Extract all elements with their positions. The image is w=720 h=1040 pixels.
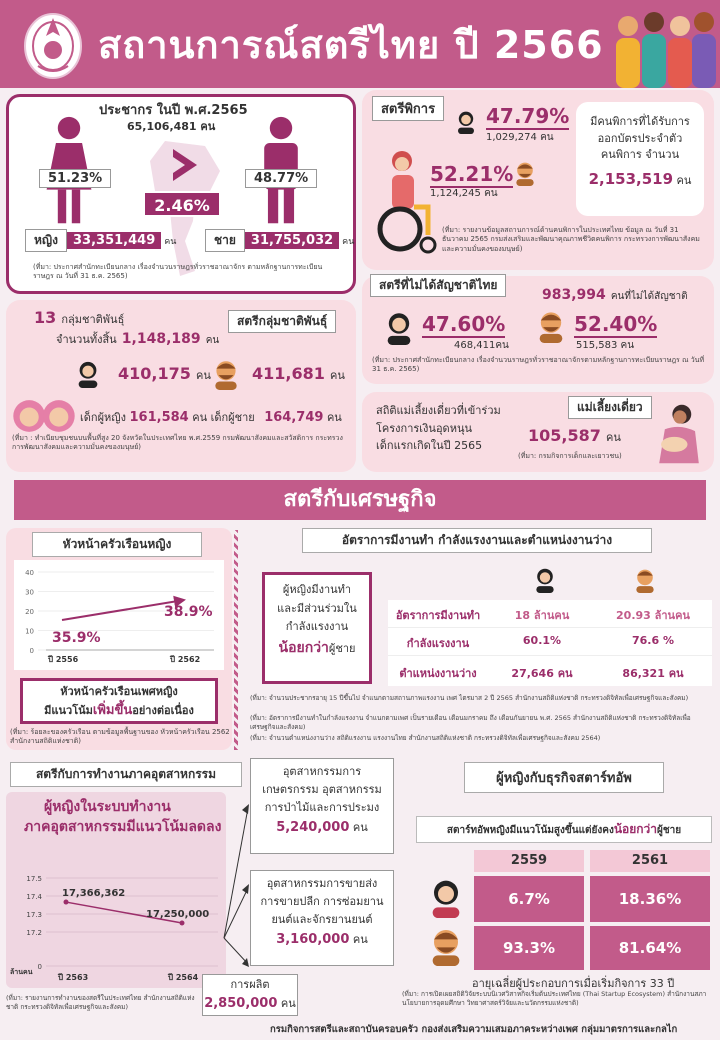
disabled-card-line1: มีคนพิการที่ได้รับการ <box>590 115 690 128</box>
employment-row-label: กำลังแรงงาน <box>406 637 470 650</box>
employment-callout-line1: ผู้หญิงมีงานทำ <box>282 583 352 596</box>
household-y-tick: 10 <box>25 627 34 636</box>
ethnic-female-unit: คน <box>195 369 211 382</box>
man-head-icon <box>512 158 538 188</box>
emblem-logo-icon <box>18 6 88 82</box>
industry-unit-label: ล้านคน <box>10 968 33 976</box>
employment-source-1: (ที่มา: จำนวนประชากรอายุ 15 ปีขึ้นไป จำแนกตามสถานภาพแรงงาน เพศ ไตรมาส 2 ปี 2565 สำนักงานสถิติแห่งชาติ กระทรวงดิจิทัลเพื่อเศรษฐกิจและสังคม) <box>250 694 689 702</box>
household-note-post: อย่างต่อเนื่อง <box>132 703 194 717</box>
employment-row <box>388 600 712 628</box>
disabled-male-count: 1,124,245 คน <box>430 188 498 199</box>
industry-box2-line3: ยนต์และจักรยานยนต์ <box>271 913 373 927</box>
industry-box2-line1: อุตสาหกรรมการขายส่ง <box>266 877 378 890</box>
employment-source-2: (ที่มา: อัตราการมีงานทำในกำลังแรงงาน จำแนกตามเพศ เป็นรายเดือน เดือนมกราคม ถึง เดือนกันยายน พ.ศ. 2565 สำนักงานสถิติแห่งชาติ กระทรวงดิจิทัลเพื่อเศรษฐกิจและสังคม) <box>250 714 691 731</box>
economy-section-band <box>14 480 706 520</box>
industry-y-tick: 17.2 <box>26 929 42 937</box>
startup-subtitle-post: ผู้ชาย <box>657 825 682 836</box>
industry-box1-unit: คน <box>352 821 368 835</box>
single-mother-count-row <box>528 426 621 446</box>
ethnic-male-unit: คน <box>329 369 345 382</box>
female-count: 33,351,449 <box>67 232 161 249</box>
industry-data-point <box>64 900 69 905</box>
startup-female-2559: 6.7% <box>474 876 584 922</box>
industry-chart-title-line1: ผู้หญิงในระบบทำงาน <box>44 799 171 815</box>
household-note-em: เพิ่มขึ้น <box>92 702 133 718</box>
ethnic-total-row <box>56 328 219 348</box>
population-title: ประชากร ในปี พ.ศ.2565 <box>99 103 248 118</box>
industry-box1-line1: อุตสาหกรรมการ <box>282 765 362 778</box>
children-faces-icon <box>12 398 76 434</box>
disabled-card-total: 2,153,519 <box>588 169 674 188</box>
ethnic-girls-label: เด็กผู้หญิง <box>80 411 127 424</box>
household-y-tick: 0 <box>29 647 34 655</box>
employment-row <box>388 628 712 656</box>
section-divider <box>234 530 238 750</box>
employment-panel <box>242 524 716 750</box>
footer-text: กรมกิจการสตรีและสถาบันครอบครัว กองส่งเสริมความเสมอภาคระหว่างเพศ กลุ่มมาตรการและกลไก <box>270 1024 678 1035</box>
man-head-icon <box>534 306 568 346</box>
industry-source: (ที่มา: รายงานการทำงานของสตรีในประเทศไทย สำนักงานสถิติแห่งชาติ กระทรวงดิจิทัลเพื่อเศรษฐกิจและสังคม) <box>6 994 195 1011</box>
industry-y-tick: 0 <box>37 963 42 971</box>
employment-row-male: 86,321 คน <box>622 667 684 680</box>
employment-row-female: 18 ล้านคน <box>514 609 570 622</box>
stateless-male-count: 515,583 คน <box>576 340 635 351</box>
single-mother-unit: คน <box>605 431 621 444</box>
single-mother-title: แม่เลี้ยงเดี่ยว <box>568 396 652 419</box>
ethnic-total: 1,148,189 <box>121 331 201 347</box>
household-category-label: ปี 2556 <box>48 655 79 664</box>
ethnic-female-row <box>118 364 211 384</box>
stateless-title: สตรีที่ไม่ได้สัญชาติไทย <box>370 274 506 297</box>
startup-female-2561: 18.36% <box>590 876 710 922</box>
startup-year-header: 2561 <box>590 850 710 872</box>
industry-chart-title <box>24 798 221 837</box>
ethnic-groups-row <box>34 308 124 328</box>
industry-box1-value: 5,240,000 <box>276 820 350 836</box>
industry-value-label: 17,250,000 <box>146 909 210 920</box>
startup-title: ผู้หญิงกับธุรกิจสตาร์ทอัพ <box>464 762 664 793</box>
male-count: 31,755,032 <box>245 232 339 249</box>
employment-callout-post: ผู้ชาย <box>328 642 356 656</box>
male-count-unit: คน <box>342 236 355 247</box>
single-mother-line2: โครงการเงินอุดหนุน <box>376 421 472 435</box>
ethnic-panel <box>6 300 356 472</box>
ethnic-source: (ที่มา : ทำเนียบชุมชนบนพื้นที่สูง 20 จังหวัดในประเทศไทย พ.ศ.2559 กรมพัฒนาสังคมและสวัสดิการ กระทรวงการพัฒนาสังคมและความมั่นคงของมนุษย์) <box>12 434 343 452</box>
industry-y-tick: 17.5 <box>26 875 42 883</box>
household-value-label: 38.9% <box>164 604 213 620</box>
women-crowd-icon <box>608 4 718 88</box>
stateless-source: (ที่มา: ประกาศสำนักทะเบียนกลาง เรื่องจำนวนราษฎรทั่วราชอาณาจักรตามหลักฐานการทะเบียนราษฎร ณ วันที่ 31 ธ.ค. 2565) <box>372 356 705 374</box>
industry-value-label: 17,366,362 <box>62 888 126 900</box>
disabled-panel <box>362 90 714 270</box>
ethnic-girls: 161,584 <box>129 410 189 425</box>
disabled-card-unit: คน <box>676 173 692 187</box>
household-y-tick: 30 <box>25 588 34 597</box>
employment-row-female: 27,646 คน <box>511 667 573 680</box>
household-y-tick: 40 <box>25 569 34 577</box>
industry-category-label: ปี 2564 <box>168 973 199 982</box>
ethnic-groups: 13 <box>34 308 57 327</box>
employment-row-label: อัตราการมีงานทำ <box>395 609 481 622</box>
stateless-total-label: คนที่ไม่ได้สัญชาติ <box>610 291 688 302</box>
employment-row <box>388 656 712 686</box>
ethnic-groups-label: กลุ่มชาติพันธุ์ <box>61 313 125 326</box>
stateless-female-percent: 47.60% <box>422 312 506 336</box>
woman-head-icon <box>454 108 478 136</box>
ethnic-boys-unit: คน <box>326 411 342 424</box>
ethnic-male: 411,681 <box>252 364 325 383</box>
ethnic-female: 410,175 <box>118 364 191 383</box>
population-panel <box>6 94 356 294</box>
female-percent: 51.23% <box>39 169 111 188</box>
stateless-male-percent: 52.40% <box>574 312 658 336</box>
growth-badge: 2.46% <box>143 191 221 217</box>
industry-panel <box>6 758 406 1020</box>
employment-title: อัตราการมีงานทำ กำลังแรงงานและตำแหน่งงานว่าง <box>302 528 652 553</box>
employment-source-3: (ที่มา: จำนวนตำแหน่งงานว่าง สถิติแรงงาน แรงงานไทย สำนักงานสถิติแห่งชาติ กระทรวงดิจิทัลเพื่อเศรษฐกิจและสังคม 2564) <box>250 734 601 742</box>
female-count-row <box>25 229 176 252</box>
male-percent: 48.77% <box>245 169 317 188</box>
ethnic-boys: 164,749 <box>264 410 324 425</box>
stateless-total: 983,994 <box>542 287 606 303</box>
ethnic-title: สตรีกลุ่มชาติพันธุ์ <box>228 310 336 333</box>
household-note-pre: มีแนวโน้ม <box>44 703 93 717</box>
single-mother-panel <box>362 392 714 472</box>
header-banner <box>0 0 720 88</box>
industry-box1-line2: เกษตรกรรม อุตสาหกรรม <box>262 783 382 797</box>
population-total: 65,106,481 คน <box>127 120 216 133</box>
household-source: (ที่มา: ร้อยละของครัวเรือน ตามข้อมูลพื้นฐานของ หัวหน้าครัวเรือน 2562 สำนักงานสถิติแห่งชาติ) <box>10 728 230 746</box>
employment-callout <box>262 572 372 684</box>
employment-callout-em: น้อยกว่า <box>278 640 329 657</box>
single-mother-source: (ที่มา: กรมกิจการเด็กและเยาวชน) <box>518 452 622 460</box>
connector-arrows <box>222 788 252 968</box>
male-count-row <box>205 229 354 252</box>
household-note <box>20 678 218 724</box>
startup-source: (ที่มา: การเปิดเผยสถิติวิจัยระบบนิเวศวิสาหกิจเริ่มต้นประเทศไทย (Thai Startup Ecosystem) สำนักงานสภานโยบายการอุดมศึกษา วิทยาศาสตร์วิจัยและนวัตกรรมแห่งชาติ) <box>402 990 707 1007</box>
female-count-unit: คน <box>164 236 177 247</box>
industry-box1-line3: การป่าไม้และการประมง <box>264 801 380 815</box>
employment-callout-line3: กำลังแรงงาน <box>285 620 349 634</box>
industry-box-wholesale <box>250 870 394 966</box>
startup-panel <box>402 758 716 1008</box>
startup-male-2559: 93.3% <box>474 926 584 970</box>
woman-head-icon <box>426 876 466 920</box>
disabled-title: สตรีพิการ <box>372 96 444 121</box>
economy-section-title: สตรีกับเศรษฐกิจ <box>283 487 437 512</box>
industry-chart-area <box>6 792 226 988</box>
woman-head-icon <box>532 564 558 596</box>
startup-avg-age: อายุเฉลี่ยผู้ประกอบการเมื่อเริ่มกิจการ 33 ปี <box>472 977 675 990</box>
startup-male-2561: 81.64% <box>590 926 710 970</box>
employment-row-male: 76.6 % <box>632 634 674 647</box>
woman-head-icon <box>382 308 416 348</box>
employment-row-male: 20.93 ล้านคน <box>616 609 690 622</box>
industry-chart-title-line2: ภาคอุตสาหกรรมมีแนวโน้มลดลง <box>24 818 222 835</box>
industry-box3-value: 2,850,000 <box>204 995 278 1011</box>
population-source: (ที่มา: ประกาศสำนักทะเบียนกลาง เรื่องจำนวนราษฎรทั่วราชอาณาจักร ตามหลักฐานการทะเบียนราษฎร ณ วันที่ 31 ธ.ค. 2565) <box>33 263 323 281</box>
single-mother-count: 105,587 <box>528 426 601 445</box>
ethnic-children-row <box>80 408 342 426</box>
disabled-card-line2: ออกบัตรประจำตัว <box>597 131 683 145</box>
mother-baby-icon <box>646 400 712 468</box>
industry-category-label: ปี 2563 <box>58 973 89 982</box>
household-note-line1: หัวหน้าครัวเรือนเพศหญิง <box>60 685 178 698</box>
disabled-card-line3: คนพิการ จำนวน <box>600 148 680 161</box>
industry-box2-line2: การขายปลีก การซ่อมยาน <box>260 895 384 909</box>
ethnic-male-row <box>252 364 345 384</box>
industry-box3-line1: การผลิต <box>230 978 270 991</box>
stateless-total-row <box>542 284 688 304</box>
page-title: สถานการณ์สตรีไทย ปี 2566 <box>98 23 604 67</box>
household-title: หัวหน้าครัวเรือนหญิง <box>32 532 202 557</box>
ethnic-total-label: จำนวนทั้งสิ้น <box>56 333 117 346</box>
household-value-label: 35.9% <box>52 630 101 646</box>
industry-box2-value: 3,160,000 <box>276 932 350 948</box>
stateless-panel <box>362 276 714 384</box>
single-mother-line3: เด็กแรกเกิดในปี 2565 <box>376 439 483 453</box>
employment-row-label: ตำแหน่งงานว่าง <box>399 667 477 680</box>
industry-y-tick: 17.3 <box>26 911 42 919</box>
employment-callout-line2: และมีส่วนร่วมใน <box>277 601 357 615</box>
disabled-male-percent: 52.21% <box>430 162 514 186</box>
industry-data-point <box>180 921 185 926</box>
man-head-icon <box>632 564 658 596</box>
stateless-female-count: 468,411คน <box>454 340 509 351</box>
industry-box2-unit: คน <box>352 933 368 947</box>
industry-y-tick: 17.4 <box>26 893 42 901</box>
industry-box-manufacturing <box>202 974 298 1016</box>
woman-head-icon <box>74 358 102 390</box>
single-mother-text <box>376 402 501 455</box>
man-head-icon <box>210 356 242 392</box>
single-mother-line1: สถิติแม่เลี้ยงเดี่ยวที่เข้าร่วม <box>376 404 501 417</box>
disabled-card <box>576 102 704 216</box>
startup-subtitle-em: น้อยกว่า <box>613 822 658 836</box>
ethnic-boys-label: คน เด็กผู้ชาย <box>192 411 255 424</box>
ethnic-total-unit: คน <box>205 335 220 346</box>
household-y-tick: 20 <box>25 608 34 616</box>
man-head-icon <box>426 924 466 968</box>
employment-row-female: 60.1% <box>522 634 562 647</box>
disabled-source: (ที่มา: รายงานข้อมูลสถานการณ์ด้านคนพิการในประเทศไทย ข้อมูล ณ วันที่ 31 ธันวาคม 2565 กรมส่งเสริมและพัฒนาคุณภาพชีวิตคนพิการ กระทรวงการพัฒนาสังคมและความมั่นคงของมนุษย์) <box>442 226 700 253</box>
female-label: หญิง <box>25 229 67 252</box>
disabled-female-count: 1,029,274 คน <box>486 132 554 143</box>
chevron-right-icon <box>165 145 205 185</box>
industry-box-agriculture <box>250 758 394 854</box>
male-label: ชาย <box>205 229 245 252</box>
industry-chart <box>6 858 226 988</box>
wheelchair-woman-icon <box>370 142 440 262</box>
employment-table <box>388 600 712 686</box>
household-chart <box>14 560 224 670</box>
startup-subtitle-pre: สตาร์ทอัพหญิงมีแนวโน้มสูงขึ้นแต่ยังคง <box>446 825 614 836</box>
startup-year-header: 2559 <box>474 850 584 872</box>
household-category-label: ปี 2562 <box>170 655 201 664</box>
disabled-female-percent: 47.79% <box>486 104 570 128</box>
household-panel <box>6 528 232 750</box>
industry-box3-unit: คน <box>280 996 296 1010</box>
industry-title: สตรีกับการทำงานภาคอุตสาหกรรม <box>10 762 242 787</box>
startup-subtitle <box>416 816 712 843</box>
